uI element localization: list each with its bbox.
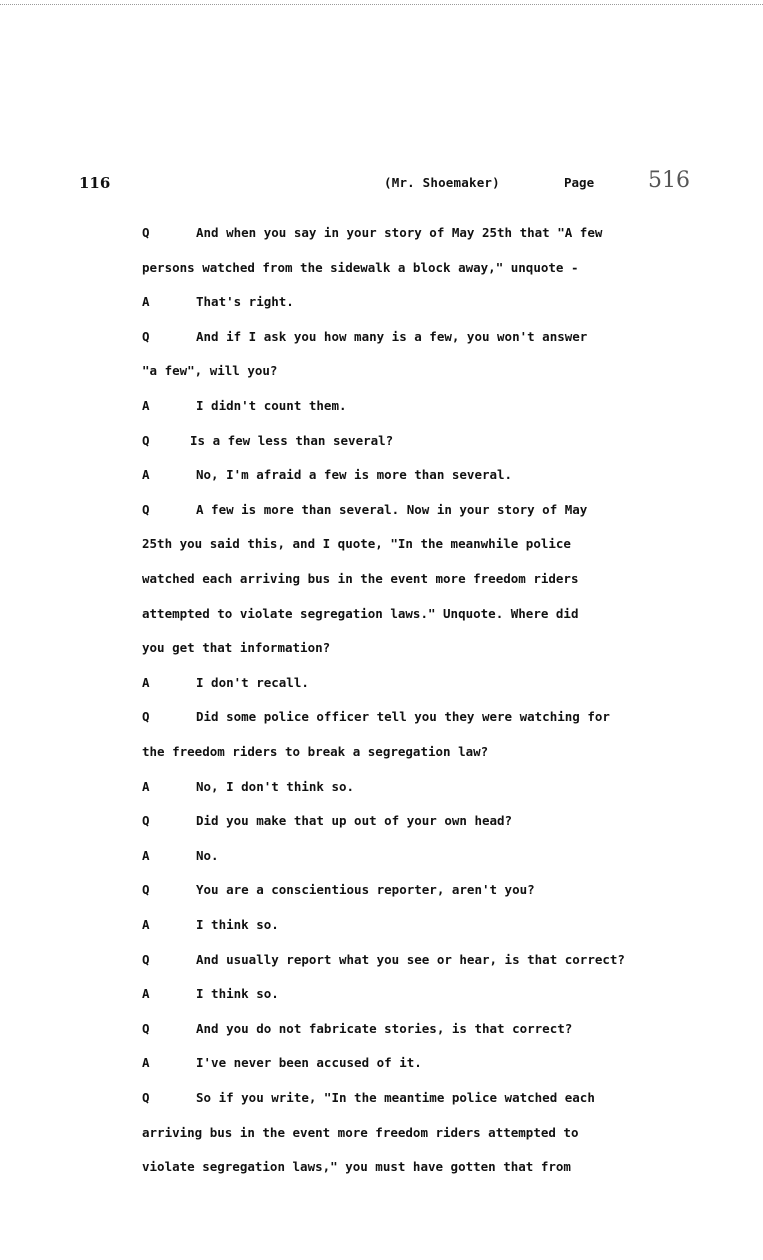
transcript-line-text: persons watched from the sidewalk a block away," unquote - [142, 260, 579, 275]
transcript-line [0, 813, 763, 833]
transcript-line-text: I've never been accused of it. [196, 1055, 422, 1070]
transcript-line-text: violate segregation laws," you must have gotten that from [142, 1159, 571, 1174]
transcript-line [0, 952, 763, 972]
transcript-line [0, 1159, 763, 1179]
witness-header: (Mr. Shoemaker) [384, 175, 500, 190]
transcript-line [0, 571, 763, 591]
question-marker: Q [142, 952, 150, 967]
question-marker: Q [142, 813, 150, 828]
transcript-line-text: I don't recall. [196, 675, 309, 690]
transcript-line-text: Did some police officer tell you they were watching for [196, 709, 610, 724]
transcript-line [0, 260, 763, 280]
transcript-line [0, 779, 763, 799]
transcript-line [0, 1021, 763, 1041]
question-marker: Q [142, 882, 150, 897]
transcript-line-text: A few is more than several. Now in your story of May [196, 502, 588, 517]
transcript-line [0, 709, 763, 729]
transcript-line [0, 917, 763, 937]
question-marker: Q [142, 1090, 150, 1105]
transcript-line-text: And you do not fabricate stories, is that correct? [196, 1021, 573, 1036]
transcript-line [0, 1125, 763, 1145]
page-label: Page [564, 175, 595, 190]
page-number: 116 [79, 174, 111, 192]
transcript-line-text: Is a few less than several? [190, 433, 394, 448]
answer-marker: A [142, 294, 150, 309]
transcript-line [0, 294, 763, 314]
transcript-line [0, 986, 763, 1006]
question-marker: Q [142, 329, 150, 344]
question-marker: Q [142, 709, 150, 724]
question-marker: Q [142, 502, 150, 517]
answer-marker: A [142, 779, 150, 794]
transcript-line-text: you get that information? [142, 640, 331, 655]
transcript-line-text: I think so. [196, 986, 279, 1001]
question-marker: Q [142, 225, 150, 240]
page-reference-number: 516 [648, 168, 690, 193]
transcript-line-text: 25th you said this, and I quote, "In the meanwhile police [142, 536, 571, 551]
transcript-line-text: You are a conscientious reporter, aren't you? [196, 882, 535, 897]
transcript-line-text: No, I don't think so. [196, 779, 355, 794]
transcript-line [0, 675, 763, 695]
top-edge-rule [0, 4, 763, 5]
answer-marker: A [142, 398, 150, 413]
transcript-line [0, 467, 763, 487]
transcript-line [0, 882, 763, 902]
transcript-line-text: Did you make that up out of your own head? [196, 813, 513, 828]
transcript-line [0, 433, 763, 453]
transcript-line [0, 1055, 763, 1075]
transcript-line-text: attempted to violate segregation laws." Unquote. Where did [142, 606, 579, 621]
transcript-line-text: watched each arriving bus in the event more freedom riders [142, 571, 579, 586]
transcript-line [0, 640, 763, 660]
answer-marker: A [142, 986, 150, 1001]
transcript-line [0, 606, 763, 626]
answer-marker: A [142, 467, 150, 482]
transcript-line-text: the freedom riders to break a segregation law? [142, 744, 489, 759]
transcript-line-text: No, I'm afraid a few is more than several. [196, 467, 513, 482]
transcript-line-text: So if you write, "In the meantime police watched each [196, 1090, 595, 1105]
answer-marker: A [142, 848, 150, 863]
transcript-line [0, 225, 763, 245]
transcript-line [0, 536, 763, 556]
question-marker: Q [142, 433, 150, 448]
transcript-line [0, 848, 763, 868]
transcript-line-text: That's right. [196, 294, 294, 309]
answer-marker: A [142, 917, 150, 932]
transcript-line-text: arriving bus in the event more freedom riders attempted to [142, 1125, 579, 1140]
transcript-line-text: I didn't count them. [196, 398, 347, 413]
transcript-line [0, 329, 763, 349]
transcript-line [0, 1090, 763, 1110]
transcript-line-text: "a few", will you? [142, 363, 278, 378]
transcript-line-text: And usually report what you see or hear, is that correct? [196, 952, 625, 967]
transcript-line-text: I think so. [196, 917, 279, 932]
transcript-line-text: And if I ask you how many is a few, you won't answer [196, 329, 588, 344]
transcript-line [0, 398, 763, 418]
answer-marker: A [142, 675, 150, 690]
question-marker: Q [142, 1021, 150, 1036]
transcript-line-text: And when you say in your story of May 25th that "A few [196, 225, 603, 240]
transcript-line-text: No. [196, 848, 219, 863]
transcript-line [0, 502, 763, 522]
transcript-line [0, 363, 763, 383]
answer-marker: A [142, 1055, 150, 1070]
transcript-line [0, 744, 763, 764]
